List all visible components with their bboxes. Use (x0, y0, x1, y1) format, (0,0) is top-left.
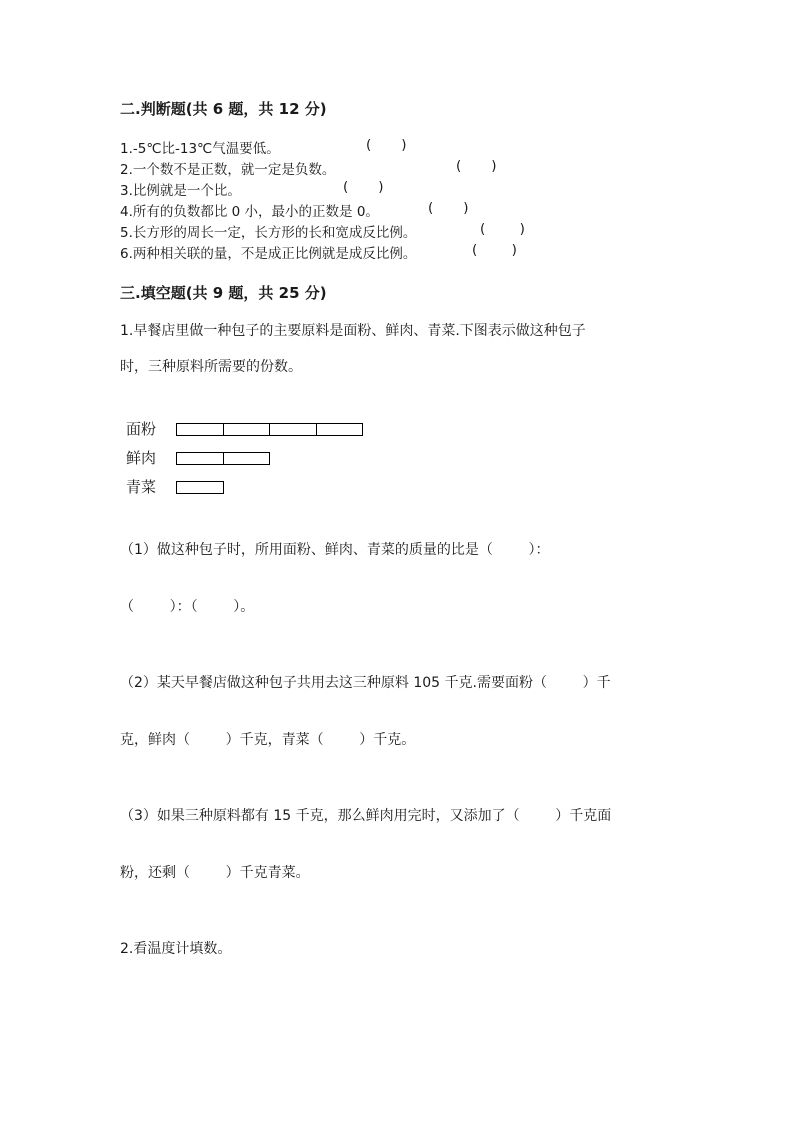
question-1-line-2: 时，三种原料所需要的份数。 (120, 359, 302, 375)
judgement-item-1 (120, 137, 280, 157)
ingredient-bar-diagram (120, 410, 420, 510)
answer-paren-2[interactable]: ( ) (456, 158, 497, 174)
question-2-text: 2.看温度计填数。 (120, 941, 232, 957)
subquestion-1-line-1: （1）做这种包子时，所用面粉、鲜肉、青菜的质量的比是（ ）： (120, 542, 550, 558)
section-heading-fill: 三.填空题(共 9 题，共 25 分) (120, 284, 327, 302)
subquestion-3-line-2: 粉，还剩（ ）千克青菜。 (120, 865, 310, 881)
judgement-item-text: 1.-5℃比-13℃气温要低。 (120, 141, 280, 157)
bar-2 (176, 481, 224, 494)
judgement-item-4 (120, 200, 379, 220)
answer-paren-3[interactable]: ( ) (343, 179, 384, 195)
judgement-item-6 (120, 242, 416, 262)
judgement-item-text: 6.两种相关联的量，不是成正比例就是成反比例。 (120, 246, 417, 262)
judgement-item-5 (120, 221, 416, 241)
judgement-item-text: 4.所有的负数都比 0 小，最小的正数是 0。 (120, 204, 379, 220)
bar-segment (270, 424, 317, 435)
answer-paren-5[interactable]: ( ) (480, 221, 525, 237)
bar-label-0: 面粉 (126, 420, 157, 438)
answer-paren-6[interactable]: ( ) (472, 242, 517, 258)
bar-segment (224, 453, 270, 464)
answer-paren-1[interactable]: ( ) (366, 137, 407, 153)
bar-segment (224, 424, 271, 435)
judgement-item-2 (120, 158, 335, 178)
bar-segment (177, 453, 224, 464)
subquestion-3-line-1: （3）如果三种原料都有 15 千克，那么鲜肉用完时，又添加了（ ）千克面 (120, 808, 612, 824)
subquestion-2-line-1: （2）某天早餐店做这种包子共用去这三种原料 105 千克.需要面粉（ ）千 (120, 675, 611, 691)
judgement-item-text: 2.一个数不是正数，就一定是负数。 (120, 162, 336, 178)
bar-1 (176, 452, 270, 465)
judgement-item-text: 5.长方形的周长一定，长方形的长和宽成反比例。 (120, 225, 417, 241)
question-1-line-1: 1.早餐店里做一种包子的主要原料是面粉、鲜肉、青菜.下图表示做这种包子 (120, 323, 586, 339)
section-heading-judgement: 二.判断题(共 6 题，共 12 分) (120, 100, 327, 118)
judgement-item-3 (120, 179, 241, 199)
subquestion-1-line-2: （ ）：（ ）。 (120, 599, 255, 615)
answer-paren-4[interactable]: ( ) (428, 200, 469, 216)
bar-0 (176, 423, 363, 436)
bar-label-2: 青菜 (126, 478, 157, 496)
judgement-item-text: 3.比例就是一个比。 (120, 183, 241, 199)
bar-segment (177, 482, 223, 493)
bar-segment (317, 424, 363, 435)
bar-label-1: 鲜肉 (126, 449, 157, 467)
bar-segment (177, 424, 224, 435)
subquestion-2-line-2: 克，鲜肉（ ）千克，青菜（ ）千克。 (120, 732, 416, 748)
